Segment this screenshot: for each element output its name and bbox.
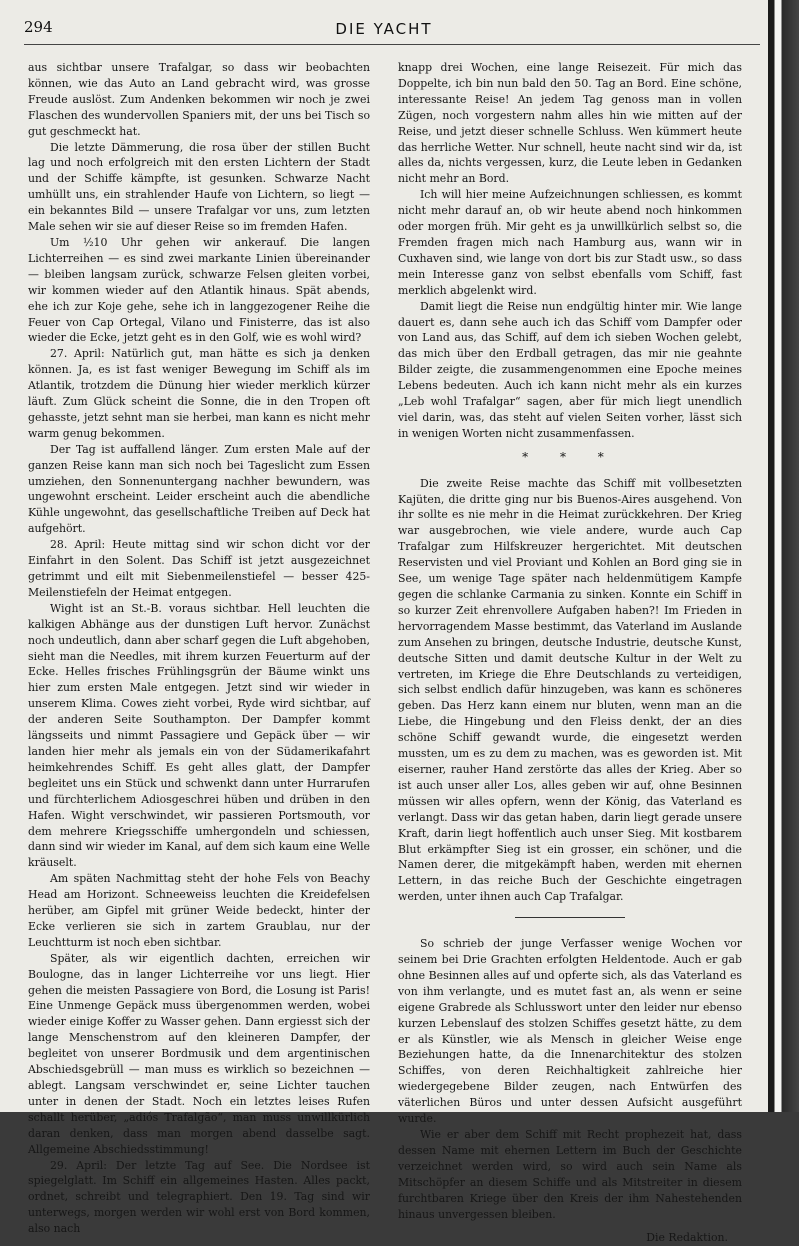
paragraph: 27. April: Natürlich gut, man hätte es sich ja denken können. Ja, es ist fast weniger Bewegung im Schiff als im Atlantik, trotzdem die Dünung hier wieder merklich kürzer läuft. Zum Glück scheint die Sonne, die in den Tropen oft gehasste, jetzt sehnt man sie herbei, man kann es nicht mehr warm genug bekommen. bbox=[28, 347, 370, 440]
paragraph: knapp drei Wochen, eine lange Reisezeit. Für mich das Doppelte, ich bin nun bald den 50. Tag an Bord. Eine schöne, interessante Reise! An jedem Tag genoss man in vollen Zügen, noch vorgestern nahm alles hin wie mitten auf der Reise, und jetzt dieser schnelle Schluss. Wen kümmert heute das herrliche Wetter. Nur schnell, heute nacht sind wir da, ist alles da, nichts vergessen, kurz, die Leute leben in Gedanken nicht mehr an Bord. bbox=[398, 61, 742, 186]
paragraph: 28. April: Heute mittag sind wir schon dicht vor der Einfahrt in den Solent. Das Schiff ist jetzt ausgezeichnet getrimmt und eilt mit Siebenmeilenstiefel — besser 425-Meilenstiefeln der Heimat entgegen. bbox=[28, 538, 370, 599]
section-divider-stars: * * * bbox=[522, 449, 618, 464]
paragraph: aus sichtbar unsere Trafalgar, so dass wir beobachten können, wie das Auto an Land gebracht wird, was grosse Freude auslöst. Zum Andenken bekommen wir noch je zwei Flaschen des wundervollen Spaniers mit, der uns bei Tisch so gut geschmeckt hat. bbox=[28, 61, 371, 138]
page-number: 294 bbox=[24, 18, 53, 36]
paragraph: Die zweite Reise machte das Schiff mit vollbesetzten Kajüten, die dritte ging nur bis Buenos-Aires ausgehend. Von ihr sollte es nie mehr in die Heimat zurückkehren. Der Krieg war ausgebrochen, wie viele andere, wurde auch Cap Trafalgar zum Hilfskreuzer hergerichtet. Mit deutschen Reservisten und viel Proviant und Kohlen an Bord ging sie in See, um wenige Tage später nach heldenmütigem Kampfe gegen die schlanke Carmania zu sinken. Konnte ein Schiff in so kurzer Zeit ehrenvollere Aufgaben haben?! Im Frieden in hervorragendem Masse bestimmt, das Vaterland im Auslande zum Ansehen zu bringen, deutsche Industrie, deutsche Kunst, deutsche Sitten und damit deutsche Kultur in der Welt zu vertreten, im Kriege die Ehre Deutschlands zu verteidigen, sich selbst endlich dafür hinzugeben, was kann es schöneres geben. Das Herz kann einem nur bluten, wenn man an die Liebe, die Hingebung und den Fleiss denkt, der an dies schöne Schiff gewandt wurde, die eingesetzt werden mussten, um es zu dem zu machen, was es geworden ist. Mit eiserner, rauher Hand zerstörte das alles der Krieg. Aber so ist auch unser aller Los, alles geben wir auf, ohne Besinnen müssen wir alles opfern, wenn der König, das Vaterland es verlangt. Dass wir das getan haben, darin liegt gerade unsere Kraft, darin liegt hoffentlich auch unser Sieg. Mit kostbarem Blut erkämpfter Sieg ist ein grosser, ein schöner, und die Namen derer, die mitgekämpft haben, werden mit ehernen Lettern, in das reiche Buch der Geschichte eingetragen werden, unter ihnen auch Cap Trafalgar. bbox=[398, 476, 742, 904]
paragraph: Wie er aber dem Schiff mit Recht prophezeit hat, dass dessen Name mit ehernen Lettern im Buch der Geschichte verzeichnet werden wird, so wird auch sein Name als Mitschöpfer an diesem Schiffe und als Mitstreiter in diesem furchtbaren Kriege über den Kreis der ihm Nahestehenden hinaus unvergessen bleiben. bbox=[398, 1128, 742, 1221]
separator-rule bbox=[515, 917, 625, 918]
paragraph: So schrieb der junge Verfasser wenige Wochen vor seinem bei Drie Grachten erfolgten Heldentode. Auch er gab ohne Besinnen alles auf und opferte sich, als das Vaterland es von ihm verlangte, und es mutet fast an, als wenn er seine eigene Grabrede als Schlusswort unter den leider nur ebenso kurzen Lebenslauf des stolzen Schiffes gesetzt hätte, zu dem er als Künstler, wie als Mensch in gleicher Weise enge Beziehungen hatte, da die Innenarchitektur des stolzen Schiffes, von deren Reichhaltigkeit zahlreiche hier wiedergegebene Bilder zeugen, nach Entwürfen des väterlichen Büros und unter dessen Aufsicht ausgeführt wurde. bbox=[398, 937, 742, 1126]
paragraph: Damit liegt die Reise nun endgültig hinter mir. Wie lange dauert es, dann sehe auch ich das Schiff vom Dampfer oder von Land aus, das Schiff, auf dem ich sieben Wochen gelebt, das mich über den Erdball getragen, das mir nie geahnte Bilder zeigte, die zusammengenommen eine Epoche meines Lebens bedeuten. Auch ich kann nicht mehr als ein kurzes „Leb wohl Trafalgar“ sagen, aber für mich liegt unendlich viel darin, was, das steht auf vielen Seiten vorher, lässt sich in wenigen Worten nicht zusammenfassen. bbox=[398, 299, 742, 440]
paragraph: Wight ist an St.-B. voraus sichtbar. Hell leuchten die kalkigen Abhänge aus der dunstigen Luft hervor. Zunächst noch undeutlich, dann aber scharf gegen die Luft abgehoben, sieht man die Needles, mit ihrem kurzen Feuerturm auf der Ecke. Helles frisches Frühlingsgrün der Bäume winkt uns hier zum ersten Male entgegen. Jetzt sind wir wieder in unserem Klima. Cowes zieht vorbei, Ryde wird sichtbar, auf der anderen Seite Southampton. Der Dampfer kommt längsseits und nimmt Passagiere und Gepäck über — wir landen hier mehr als jemals ein von der Südamerikafahrt heimkehrendes Schiff. Es geht alles glatt, der Dampfer begleitet uns ein Stück und schwenkt dann unter Hurrarufen und fürchterlichem Adiosgeschrei hüben und drüben in den Hafen. Wight verschwindet, wir passieren Portsmouth, vor dem mehrere Kriegsschiffe umhergondeln und schiessen, dann sind wir wieder im Kanal, auf dem sich kaum eine Welle kräuselt. bbox=[28, 601, 370, 870]
paragraph: Der Tag ist auffallend länger. Zum ersten Male auf der ganzen Reise kann man sich noch bei Tageslicht zum Essen umziehen, den Sonnenuntergang nachher bewundern, was ungewohnt erscheint. Leider erscheint auch die abendliche Kühle ungewohnt, das gesellschaftliche Treiben auf Deck hat aufgehört. bbox=[28, 442, 370, 536]
right-column bbox=[398, 60, 742, 1246]
signature: Die Redaktion. bbox=[646, 1231, 728, 1245]
book-binding-edge bbox=[768, 0, 799, 1112]
paragraph: Um ½10 Uhr gehen wir ankerauf. Die langen Lichterreihen — es sind zwei markante Linien übereinander — bleiben langsam zurück, schwarze Felsen gleiten vorbei, wir kommen wieder auf den Atlantik hinaus. Spät abends, ehe ich zur Koje gehe, sehe ich in langgezogener Reihe die Feuer von Cap Ortegal, Vilano und Finisterre, das ist also wieder die Ecke, jetzt geht es in den Golf, wie es wohl wird? bbox=[28, 235, 370, 345]
paragraph: 29. April: Der letzte Tag auf See. Die Nordsee ist spiegelglatt. Im Schiff ein allgemeines Hasten. Alles packt, ordnet, schreibt und telegraphiert. Den 19. Tag sind wir unterwegs, morgen werden wir wohl erst von Bord kommen, also nach bbox=[28, 1158, 370, 1236]
left-column bbox=[28, 60, 370, 1237]
paragraph: Ich will hier meine Aufzeichnungen schliessen, es kommt nicht mehr darauf an, ob wir heute abend noch hinkommen oder morgen früh. Mir geht es ja unwillkürlich selbst so, die Fremden fragen mich nach Hamburg aus, wann wir in Cuxhaven sind, wie lange von dort bis zur Stadt usw., so dass mein Interesse ganz von selbst ebenfalls vom Schiff, fast merklich abgelenkt wird. bbox=[398, 188, 742, 297]
paragraph: Später, als wir eigentlich dachten, erreichen wir Boulogne, das in langer Lichterreihe vor uns liegt. Hier gehen die meisten Passagiere von Bord, die Losung ist Paris! Eine Unmenge Gepäck muss übergenommen werden, wobei wieder einige Koffer zu Wasser gehen. Dann ergiesst sich der lange Menschenstrom auf den kleineren Dampfer, der begleitet von unserer Bordmusik und dem argentinischen Abschiedsgebrüll — man muss es wirklich so bezeichnen — ablegt. Langsam verschwindet er, seine Lichter tauchen unter in denen der Stadt. Noch ein letztes leises Rufen schallt herüber, „adiós Trafalgão“, man muss unwillkürlich daran denken, dass man morgen abend dasselbe sagt. Allgemeine Abschiedsstimmung! bbox=[28, 951, 370, 1156]
header-rule bbox=[24, 44, 760, 45]
paragraph: Die letzte Dämmerung, die rosa über der stillen Bucht lag und noch erfolgreich mit den ersten Lichtern der Stadt und der Schiffe kämpfte, ist gesunken. Schwarze Nacht umhüllt uns, ein strahlender Haufe von Lichtern, so liegt — ein bekanntes Bild — unsere Trafalgar vor uns, zum letzten Male sehen wir sie auf dieser Reise so im fremden Hafen. bbox=[28, 140, 370, 234]
paragraph: Am späten Nachmittag steht der hohe Fels von Beachy Head am Horizont. Schneeweiss leuchten die Kreidefelsen herüber, am Gipfel mit grüner Weide bedeckt, hinter der Ecke verlieren sie sich in zartem Graublau, nur der Leuchtturm ist noch eben sichtbar. bbox=[28, 872, 370, 949]
magazine-title: DIE YACHT bbox=[335, 20, 433, 38]
